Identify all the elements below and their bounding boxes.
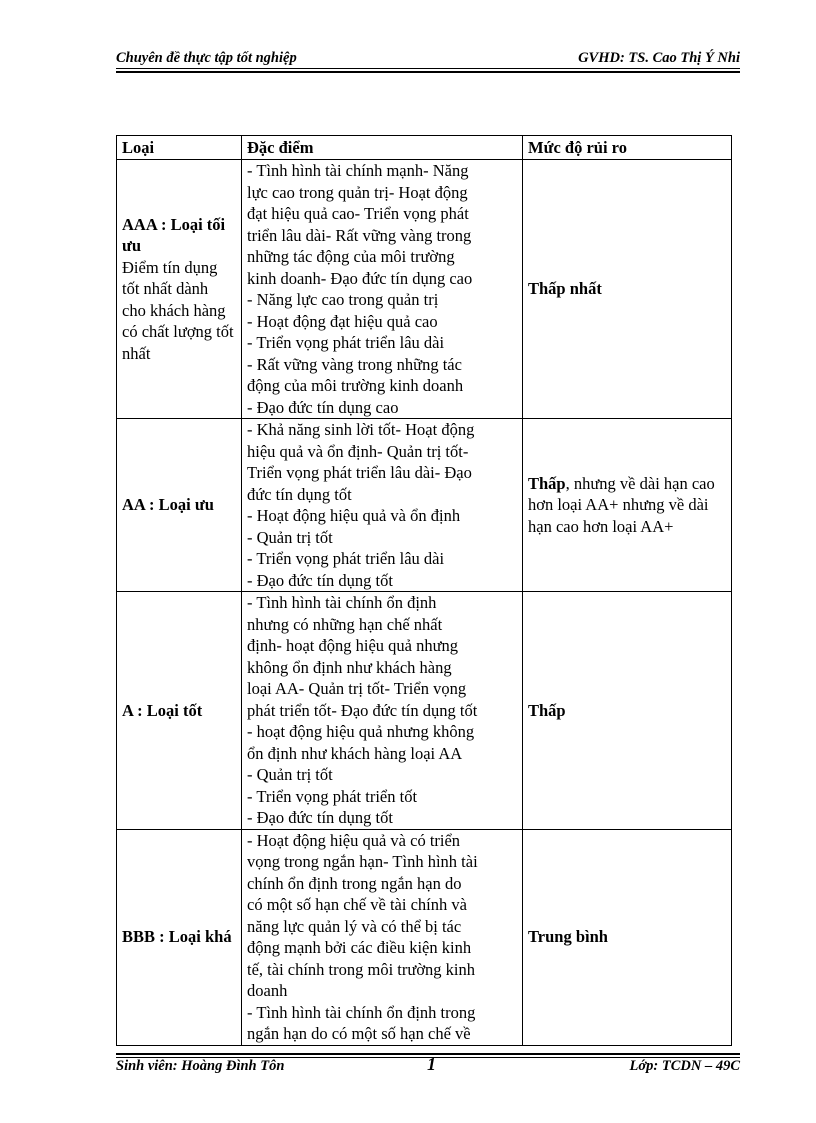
header-document-title: Chuyên đề thực tập tốt nghiệp [116,50,297,66]
feature-line: - Quản trị tốt [247,527,333,547]
risk-cell [523,829,732,1045]
features-cell [242,592,523,830]
feature-line: - Triển vọng phát triển lâu dài [247,549,445,568]
feature-line: doanh [247,981,288,1000]
feature-line: - Khả năng sinh lời tốt- Hoạt động [247,420,475,439]
footer-student: Sinh viên: Hoàng Đình Tôn [116,1058,285,1074]
feature-line: hiệu quả và ổn định- Quản trị tốt- [247,441,469,461]
page-footer [116,1056,740,1080]
feature-line: động của môi trường kinh doanh [247,376,464,395]
feature-line: - Tình hình tài chính mạnh- Năng [247,161,469,180]
footer-class: Lớp: TCDN – 49C [629,1058,740,1074]
feature-line: không ổn định như khách hàng [247,657,452,677]
feature-line: - hoạt động hiệu quả nhưng không [247,722,475,741]
risk-level: Thấp [528,700,566,720]
risk-level: Trung bình [528,927,608,947]
class-title: BBB : Loại khá [122,927,232,947]
class-cell [117,829,242,1045]
features-cell [242,419,523,592]
feature-line: - Tình hình tài chính ổn định trong [247,1002,476,1022]
feature-line: năng lực quản lý và có thể bị tác [247,916,462,936]
class-title: AAA : Loại tối ưu [122,214,226,256]
feature-line: động mạnh bởi các điều kiện kinh [247,938,472,957]
features-cell [242,829,523,1045]
feature-line: - Hoạt động hiệu quả và có triển [247,830,461,850]
feature-line: có một số hạn chế về tài chính và [247,895,467,914]
page-number: 1 [427,1054,436,1074]
feature-line: - Triển vọng phát triển tốt [247,786,418,806]
feature-line: những tác động của môi trường [247,247,455,266]
feature-line: - Đạo đức tín dụng tốt [247,808,393,827]
feature-line: ngắn hạn do có một số hạn chế về [247,1024,471,1043]
table-row [117,160,732,419]
column-header-risk: Mức độ rủi ro [523,136,732,160]
page-header [116,48,740,70]
table-row [117,592,732,830]
feature-line: - Triển vọng phát triển lâu dài [247,333,445,352]
column-header-class: Loại [117,136,242,160]
table-row [117,419,732,592]
feature-line: Triển vọng phát triển lâu dài- Đạo [247,463,472,482]
feature-line: - Đạo đức tín dụng tốt [247,570,393,590]
feature-line: - Năng lực cao trong quản trị [247,290,439,309]
feature-line: - Rất vững vàng trong những tác [247,354,462,374]
feature-line: kinh doanh- Đạo đức tín dụng cao [247,268,473,288]
features-cell [242,160,523,419]
feature-line: - Quản trị tốt [247,765,333,784]
feature-line: phát triển tốt- Đạo đức tín dụng tốt [247,700,478,720]
feature-line: lực cao trong quản trị- Hoạt động [247,182,468,202]
feature-line: nhưng có những hạn chế nhất [247,614,443,634]
feature-line: triển lâu dài- Rất vững vàng trong [247,225,472,245]
feature-line: định- hoạt động hiệu quả nhưng [247,636,459,655]
feature-line: chính ổn định trong ngắn hạn do [247,873,462,893]
feature-line: - Hoạt động hiệu quả và ổn định [247,506,461,525]
risk-cell [523,419,732,592]
risk-note: , nhưng về dài hạn cao hơn loại AA+ nhưng về dài hạn cao hơn loại AA+ [528,473,715,536]
feature-line: loại AA- Quản trị tốt- Triển vọng [247,679,467,698]
feature-line: - Đạo đức tín dụng cao [247,397,399,417]
header-rule [116,68,740,69]
risk-level: Thấp [528,473,566,493]
class-cell [117,419,242,592]
feature-line: đức tín dụng tốt [247,484,352,504]
class-title: AA : Loại ưu [122,495,214,515]
feature-line: vọng trong ngắn hạn- Tình hình tài [247,852,478,871]
header-rule-thick [116,71,740,73]
credit-rating-table [116,135,732,1046]
class-title: A : Loại tốt [122,700,203,720]
table-header-row [117,136,732,160]
feature-line: đạt hiệu quả cao- Triển vọng phát [247,204,469,223]
class-cell [117,160,242,419]
feature-line: - Hoạt động đạt hiệu quả cao [247,311,438,331]
feature-line: - Tình hình tài chính ổn định [247,593,437,612]
header-advisor: GVHD: TS. Cao Thị Ý Nhi [578,50,740,66]
feature-line: ổn định như khách hàng loại AA [247,743,463,763]
column-header-features: Đặc điểm [242,136,523,160]
class-description: Điểm tín dụng tốt nhất dành cho khách hàng có chất lượng tốt nhất [122,257,234,363]
risk-level: Thấp nhất [528,279,602,299]
table-row [117,829,732,1045]
risk-cell [523,160,732,419]
feature-line: tế, tài chính trong môi trường kinh [247,959,476,979]
class-cell [117,592,242,830]
risk-cell [523,592,732,830]
